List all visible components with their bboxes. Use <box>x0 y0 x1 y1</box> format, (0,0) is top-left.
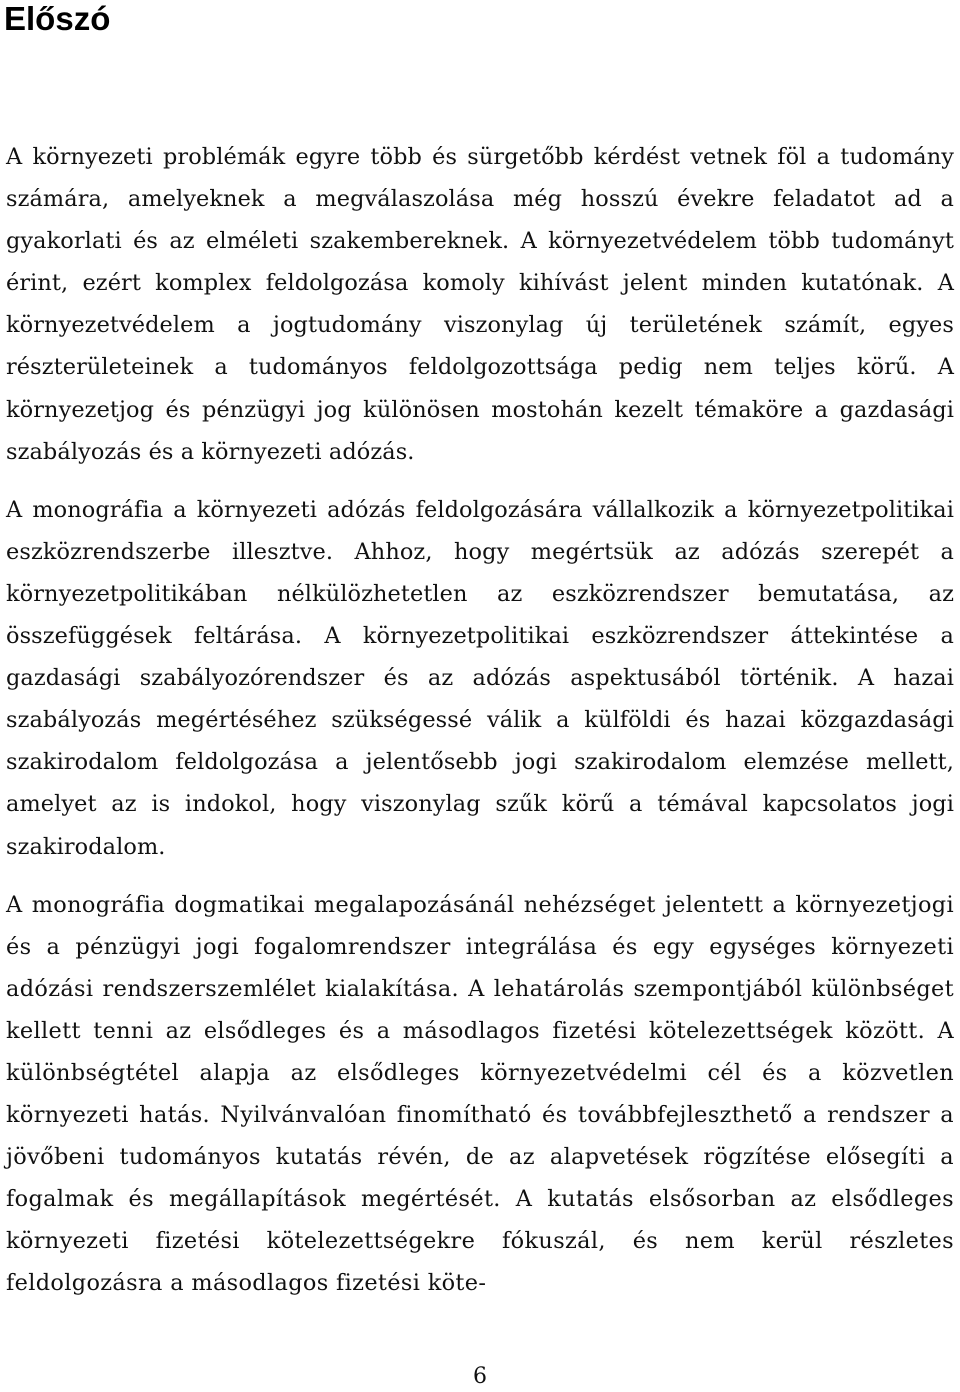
paragraph-3: A monográfia dogmatikai megalapozásánál nehézséget jelentett a környezetjogi és a pénzügyi jogi fogalomrendszer integrálása és egy egységes környezeti adózási rendszerszemlélet kialakítása. A lehatárolás szempontjából különbséget kellett tenni az elsődleges és a másodlagos fizetési kötelezettségek között. A különbségtétel alapja az elsődleges környezetvédelmi cél és a közvetlen környezeti hatás. Nyilvánvalóan finomítható és továbbfejleszthető a rendszer a jövőbeni tudományos kutatás révén, de az alapvetések rögzítése elősegíti a fogalmak és megállapítások megértését. A kutatás elsősorban az elsődleges környezeti fizetési kötelezettségekre fókuszál, és nem kerül részletes feldolgozásra a másodlagos fizetési köte- <box>6 891 954 1297</box>
page-number: 6 <box>473 1364 487 1389</box>
paragraph-1: A környezeti problémák egyre több és sürgetőbb kérdést vetnek föl a tudomány számára, amelyeknek a megválaszolása még hosszú évekre feladatot ad a gyakorlati és az elméleti szakembereknek. A környezetvédelem több tudományt érint, ezért komplex feldolgozása komoly kihívást jelent minden kutatónak. A környezetvédelem a jogtudomány viszonylag új területének számít, egyes részterületeinek a tudományos feldolgozottsága pedig nem teljes körű. A környezetjog és pénzügyi jog különösen mostohán kezelt témaköre a gazdasági szabályozás és a környezeti adózás. <box>6 144 954 465</box>
body-text <box>6 136 954 1305</box>
paragraph-2: A monográfia a környezeti adózás feldolgozására vállalkozik a környezetpolitikai eszközrendszerbe illesztve. Ahhoz, hogy megértsük az adózás szerepét a környezetpolitikában nélkülözhetetlen az eszközrendszer bemutatása, az összefüggések feltárása. A környezetpolitikai eszközrendszer áttekintése a gazdasági szabályozórendszer és az adózás aspektusából történik. A hazai szabályozás megértéséhez szükségessé válik a külföldi és hazai közgazdasági szakirodalom feldolgozása a jelentősebb jogi szakirodalom elemzése mellett, amelyet az is indokol, hogy viszonylag szűk körű a témával kapcsolatos jogi szakirodalom. <box>6 496 954 860</box>
page-title: Előszó <box>4 0 111 37</box>
